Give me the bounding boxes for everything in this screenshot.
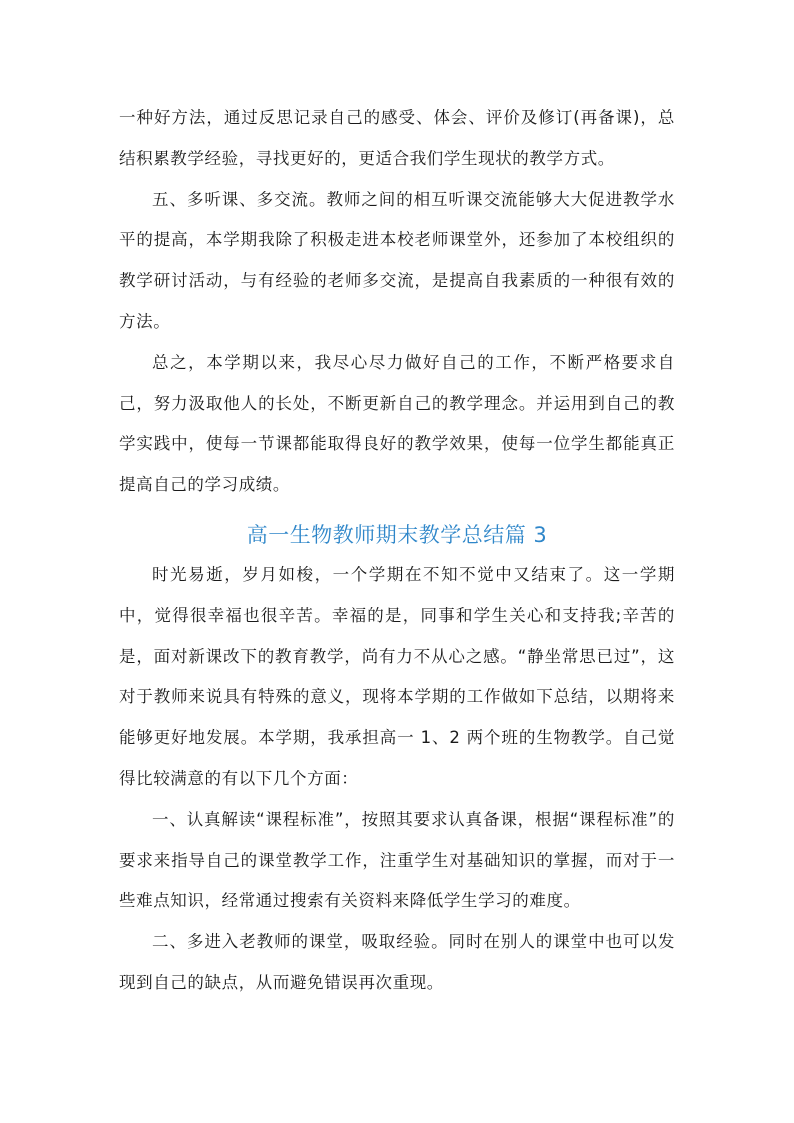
body-section-bottom xyxy=(119,555,675,1004)
body-section-top xyxy=(119,98,675,506)
paragraph-point-two: 二、多进入老教师的课堂，吸取经验。同时在别人的课堂中也可以发现到自己的缺点，从而避免错误再次重现。 xyxy=(119,932,675,992)
paragraph-listen-exchange: 五、多听课、多交流。教师之间的相互听课交流能够大大促进教学水平的提高，本学期我除了积极走进本校老师课堂外，还参加了本校组织的教学研讨活动，与有经验的老师多交流，是提高自我素质的一种很有效的方法。 xyxy=(119,189,675,331)
section-heading: 高一生物教师期末教学总结篇 3 xyxy=(246,523,548,547)
paragraph-conclusion: 总之，本学期以来，我尽心尽力做好自己的工作，不断严格要求自己，努力汲取他人的长处，不断更新自己的教学理念。并运用到自己的教学实践中，使每一节课都能取得良好的教学效果，使每一位学生都能真正提高自己的学习成绩。 xyxy=(119,352,675,495)
paragraph-point-one: 一、认真解读“课程标准”，按照其要求认真备课，根据“课程标准”的要求来指导自己的课堂教学工作，注重学生对基础知识的掌握，而对于一些难点知识，经常通过搜索有关资料来降低学生学习的难度。 xyxy=(119,809,675,911)
paragraph-continuation: 一种好方法，通过反思记录自己的感受、体会、评价及修订(再备课)，总结积累教学经验，寻找更好的，更适合我们学生现状的教学方式。 xyxy=(119,108,675,168)
paragraph-intro: 时光易逝，岁月如梭，一个学期在不知不觉中又结束了。这一学期中，觉得很幸福也很辛苦。幸福的是，同事和学生关心和支持我;辛苦的是，面对新课改下的教育教学，尚有力不从心之感。“静坐常思已过”，这对于教师来说具有特殊的意义，现将本学期的工作做如下总结，以期将来能够更好地发展。本学期，我承担高一 1、2 两个班的生物教学。自己觉得比较满意的有以下几个方面： xyxy=(119,565,675,788)
